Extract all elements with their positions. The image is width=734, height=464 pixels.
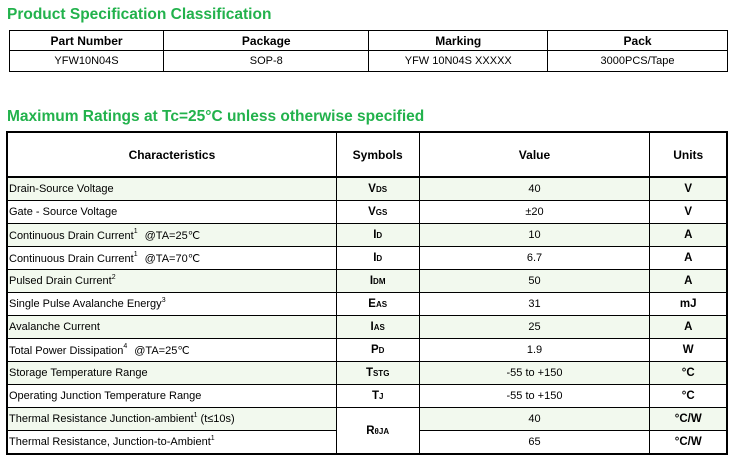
symbol-main: P: [370, 344, 379, 356]
symbol-main: I: [369, 275, 374, 287]
header-characteristics: Characteristics: [7, 132, 336, 177]
marking-value: YFW 10N04S XXXXX: [369, 51, 548, 72]
ratings-section-title: Maximum Ratings at Tc=25°C unless otherwise specified: [7, 108, 425, 125]
symbol-cell: [336, 293, 419, 316]
rating-row: [7, 270, 727, 293]
value-cell: -55 to +150: [419, 385, 650, 408]
symbol-subscript: AS: [375, 300, 388, 309]
value-cell: -55 to +150: [419, 362, 650, 385]
characteristic-cell: [7, 362, 336, 385]
characteristic-label: Operating Junction Temperature Range: [9, 390, 202, 402]
symbol-subscript: θJA: [374, 426, 390, 436]
symbol-subscript: J: [378, 392, 384, 401]
footnote-mark: 4: [123, 342, 128, 350]
characteristic-label: Single Pulse Avalanche Energy: [9, 298, 162, 310]
unit-cell: mJ: [650, 293, 727, 316]
symbol-main: R: [366, 424, 375, 437]
symbol-subscript: AS: [373, 323, 385, 332]
header-value: Value: [419, 132, 650, 177]
footnote-mark: 1: [133, 227, 138, 235]
symbol-cell: [336, 408, 419, 455]
symbol-cell: [336, 224, 419, 247]
characteristic-label: Thermal Resistance, Junction-to-Ambient: [9, 436, 211, 448]
characteristic-cell: [7, 247, 336, 270]
footnote-mark: 1: [133, 250, 138, 258]
unit-cell: A: [650, 316, 727, 339]
value-cell: 10: [419, 224, 650, 247]
characteristic-cell: [7, 201, 336, 224]
rating-row: [7, 177, 727, 201]
unit-cell: °C/W: [650, 408, 727, 431]
symbol-main: T: [371, 390, 379, 402]
header-pack: Pack: [548, 31, 728, 51]
rating-row: [7, 362, 727, 385]
pack-value: 3000PCS/Tape: [548, 51, 728, 72]
spec-section-title: Product Specification Classification: [7, 6, 272, 23]
characteristic-label: Storage Temperature Range: [9, 367, 148, 379]
unit-cell: V: [650, 201, 727, 224]
characteristic-label: Avalanche Current: [9, 321, 100, 333]
symbol-cell: [336, 362, 419, 385]
characteristic-label: Total Power Dissipation: [9, 344, 124, 357]
characteristic-cell: [7, 293, 336, 316]
header-symbols: Symbols: [336, 132, 419, 177]
header-marking: Marking: [369, 31, 548, 51]
rating-row: [7, 293, 727, 316]
characteristic-cell: [7, 339, 336, 362]
rating-row: [7, 339, 727, 362]
symbol-subscript: D: [376, 231, 383, 240]
value-cell: 25: [419, 316, 650, 339]
package-value: SOP-8: [164, 51, 369, 72]
value-cell: 50: [419, 270, 650, 293]
rating-row: [7, 408, 727, 431]
unit-cell: °C: [650, 385, 727, 408]
symbol-cell: [336, 339, 419, 362]
condition-text: @TA=25℃: [134, 344, 190, 357]
characteristic-cell: [7, 177, 336, 201]
symbol-subscript: D: [376, 254, 383, 263]
unit-cell: °C: [650, 362, 727, 385]
symbol-main: T: [365, 367, 373, 379]
symbol-main: E: [368, 298, 376, 310]
symbol-main: V: [368, 206, 376, 218]
footnote-mark: 1: [210, 435, 215, 442]
characteristic-label: Thermal Resistance Junction-ambient: [9, 413, 194, 425]
characteristic-label: Gate - Source Voltage: [9, 206, 118, 218]
condition-text: @TA=25℃: [144, 229, 201, 242]
characteristic-cell: [7, 408, 336, 431]
symbol-subscript: D: [378, 346, 385, 355]
ratings-header-row: [7, 132, 727, 177]
ratings-table: [6, 131, 728, 455]
symbol-cell: [336, 270, 419, 293]
symbol-cell: [336, 177, 419, 201]
value-cell: 31: [419, 293, 650, 316]
symbol-main: I: [373, 252, 377, 264]
footnote-mark: 2: [111, 274, 116, 281]
value-cell: 65: [419, 431, 650, 455]
value-cell: 1.9: [419, 339, 650, 362]
unit-cell: A: [650, 224, 727, 247]
spec-header-row: [10, 31, 728, 51]
unit-cell: A: [650, 247, 727, 270]
value-cell: 6.7: [419, 247, 650, 270]
symbol-main: I: [370, 321, 374, 333]
characteristic-cell: [7, 431, 336, 455]
symbol-main: I: [373, 229, 377, 241]
spec-data-row: [10, 51, 728, 72]
condition-text: (t≤10s): [200, 413, 235, 425]
unit-cell: V: [650, 177, 727, 201]
value-cell: ±20: [419, 201, 650, 224]
symbol-subscript: STG: [372, 369, 390, 378]
symbol-cell: [336, 201, 419, 224]
symbol-subscript: DM: [373, 277, 386, 286]
condition-text: @TA=70℃: [144, 252, 201, 265]
value-cell: 40: [419, 177, 650, 201]
unit-cell: A: [650, 270, 727, 293]
header-part-number: Part Number: [10, 31, 164, 51]
characteristic-cell: [7, 224, 336, 247]
rating-row: [7, 385, 727, 408]
symbol-cell: [336, 247, 419, 270]
header-package: Package: [164, 31, 369, 51]
characteristic-label: Pulsed Drain Current: [9, 275, 112, 287]
unit-cell: °C/W: [650, 431, 727, 455]
value-cell: 40: [419, 408, 650, 431]
symbol-cell: [336, 385, 419, 408]
rating-row: [7, 201, 727, 224]
header-units: Units: [650, 132, 727, 177]
part-number-value: YFW10N04S: [10, 51, 164, 72]
symbol-main: V: [368, 183, 376, 195]
spec-table: [9, 30, 728, 72]
rating-row: [7, 224, 727, 247]
characteristic-label: Continuous Drain Current: [9, 229, 134, 242]
symbol-cell: [336, 316, 419, 339]
rating-row: [7, 316, 727, 339]
symbol-subscript: GS: [375, 208, 388, 217]
symbol-subscript: DS: [375, 185, 388, 194]
footnote-mark: 1: [193, 412, 198, 419]
characteristic-cell: [7, 385, 336, 408]
rating-row: [7, 247, 727, 270]
characteristic-cell: [7, 270, 336, 293]
unit-cell: W: [650, 339, 727, 362]
characteristic-cell: [7, 316, 336, 339]
footnote-mark: 3: [161, 297, 166, 304]
characteristic-label: Drain-Source Voltage: [9, 183, 114, 195]
characteristic-label: Continuous Drain Current: [9, 252, 134, 265]
